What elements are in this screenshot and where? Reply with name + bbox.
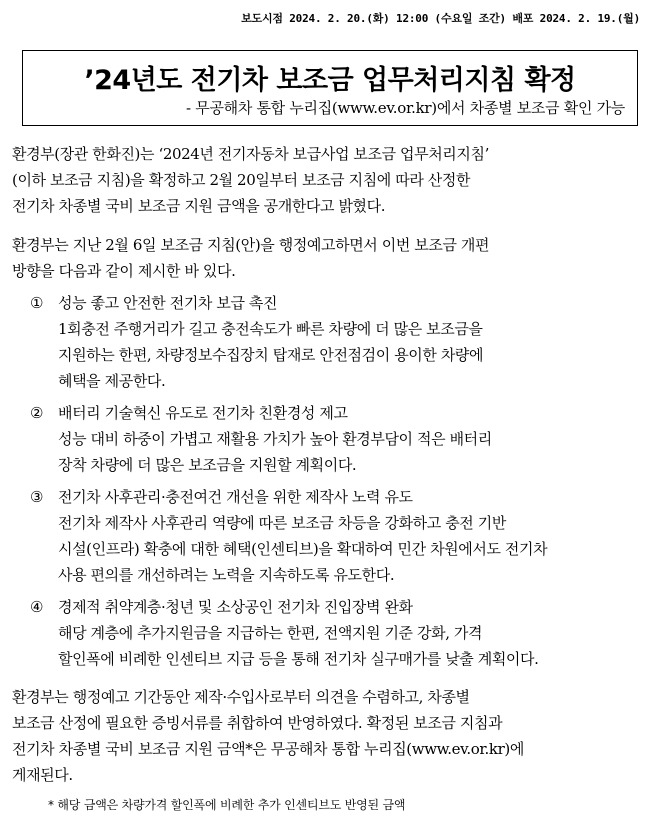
item-number: ③ <box>30 488 44 506</box>
item-heading <box>30 290 642 316</box>
paragraph-line: 전기차 차종별 국비 보조금 지원 금액을 공개한다고 밝혔다. <box>12 197 386 215</box>
paragraph-line: 방향을 다음과 같이 제시한 바 있다. <box>12 262 236 280</box>
item-body <box>58 510 632 588</box>
item-title: 성능 좋고 안전한 전기차 보급 촉진 <box>58 294 278 312</box>
item-body <box>58 316 632 394</box>
item-line: 해당 계층에 추가지원금을 지급하는 한편, 전액지원 기준 강화, 가격 <box>58 624 483 642</box>
item-line: 1회충전 주행거리가 길고 충전속도가 빠른 차량에 더 많은 보조금을 <box>58 320 483 338</box>
item-line: 혜택을 제공한다. <box>58 372 166 390</box>
item-number: ② <box>30 404 44 422</box>
item-line: 지원하는 한편, 차량정보수집장치 탑재로 안전점검이 용이한 차량에 <box>58 346 484 364</box>
paragraph-conclusion <box>12 684 644 788</box>
page-subtitle: - 무공해차 통합 누리집(www.ev.or.kr)에서 차종별 보조금 확인 가능 <box>186 99 625 117</box>
item-number: ① <box>30 294 44 312</box>
item-heading <box>30 484 642 510</box>
item-line: 성능 대비 하중이 가볍고 재활용 가치가 높아 환경부담이 적은 배터리 <box>58 430 492 448</box>
item-heading <box>30 400 642 426</box>
paragraph-line: 환경부는 행정예고 기간동안 제작·수입사로부터 의견을 수렴하고, 차종별 <box>12 688 470 706</box>
paragraph-intro <box>12 141 644 219</box>
paragraph-line: (이하 보조금 지침)을 확정하고 2월 20일부터 보조금 지침에 따라 산정한 <box>12 171 471 189</box>
paragraph-line: 게재된다. <box>12 766 73 784</box>
item-heading <box>30 594 642 620</box>
item-number: ④ <box>30 598 44 616</box>
item-line: 전기차 제작사 사후관리 역량에 따른 보조금 차등을 강화하고 충전 기반 <box>58 514 506 532</box>
item-body <box>58 426 632 478</box>
paragraph-line: 환경부는 지난 2월 6일 보조금 지침(안)을 행정예고하면서 이번 보조금 개편 <box>12 236 490 254</box>
paragraph-line: 보조금 산정에 필요한 증빙서류를 취합하여 반영하였다. 확정된 보조금 지침과 <box>12 714 503 732</box>
item-title: 배터리 기술혁신 유도로 전기차 친환경성 제고 <box>58 404 348 422</box>
item-body <box>58 620 632 672</box>
item-line: 장착 차량에 더 많은 보조금을 지원할 계획이다. <box>58 456 357 474</box>
footnote: * 해당 금액은 차량가격 할인폭에 비례한 추가 인센티브도 반영된 금액 <box>48 798 406 812</box>
paragraph-line: 전기차 차종별 국비 보조금 지원 금액*은 무공해차 통합 누리집(www.ev.or.kr)에 <box>12 740 524 758</box>
title-box <box>22 50 638 126</box>
embargo-line: 보도시점 2024. 2. 20.(화) 12:00 (수요일 조간) 배포 2024. 2. 19.(월) <box>241 12 640 25</box>
item-line: 시설(인프라) 확충에 대한 혜택(인센티브)을 확대하여 민간 차원에서도 전기차 <box>58 540 548 558</box>
item-title: 경제적 취약계층·청년 및 소상공인 전기차 진입장벽 완화 <box>58 598 413 616</box>
paragraph-line: 환경부(장관 한화진)는 ‘2024년 전기자동차 보급사업 보조금 업무처리지침’ <box>12 145 489 163</box>
item-line: 할인폭에 비례한 인센티브 지급 등을 통해 전기차 실구매가를 낮출 계획이다. <box>58 650 539 668</box>
page-title: ’24년도 전기차 보조금 업무처리지침 확정 <box>84 65 576 96</box>
item-title: 전기차 사후관리·충전여건 개선을 위한 제작사 노력 유도 <box>58 488 413 506</box>
paragraph-direction <box>12 232 644 284</box>
item-line: 사용 편의를 개선하려는 노력을 지속하도록 유도한다. <box>58 566 395 584</box>
